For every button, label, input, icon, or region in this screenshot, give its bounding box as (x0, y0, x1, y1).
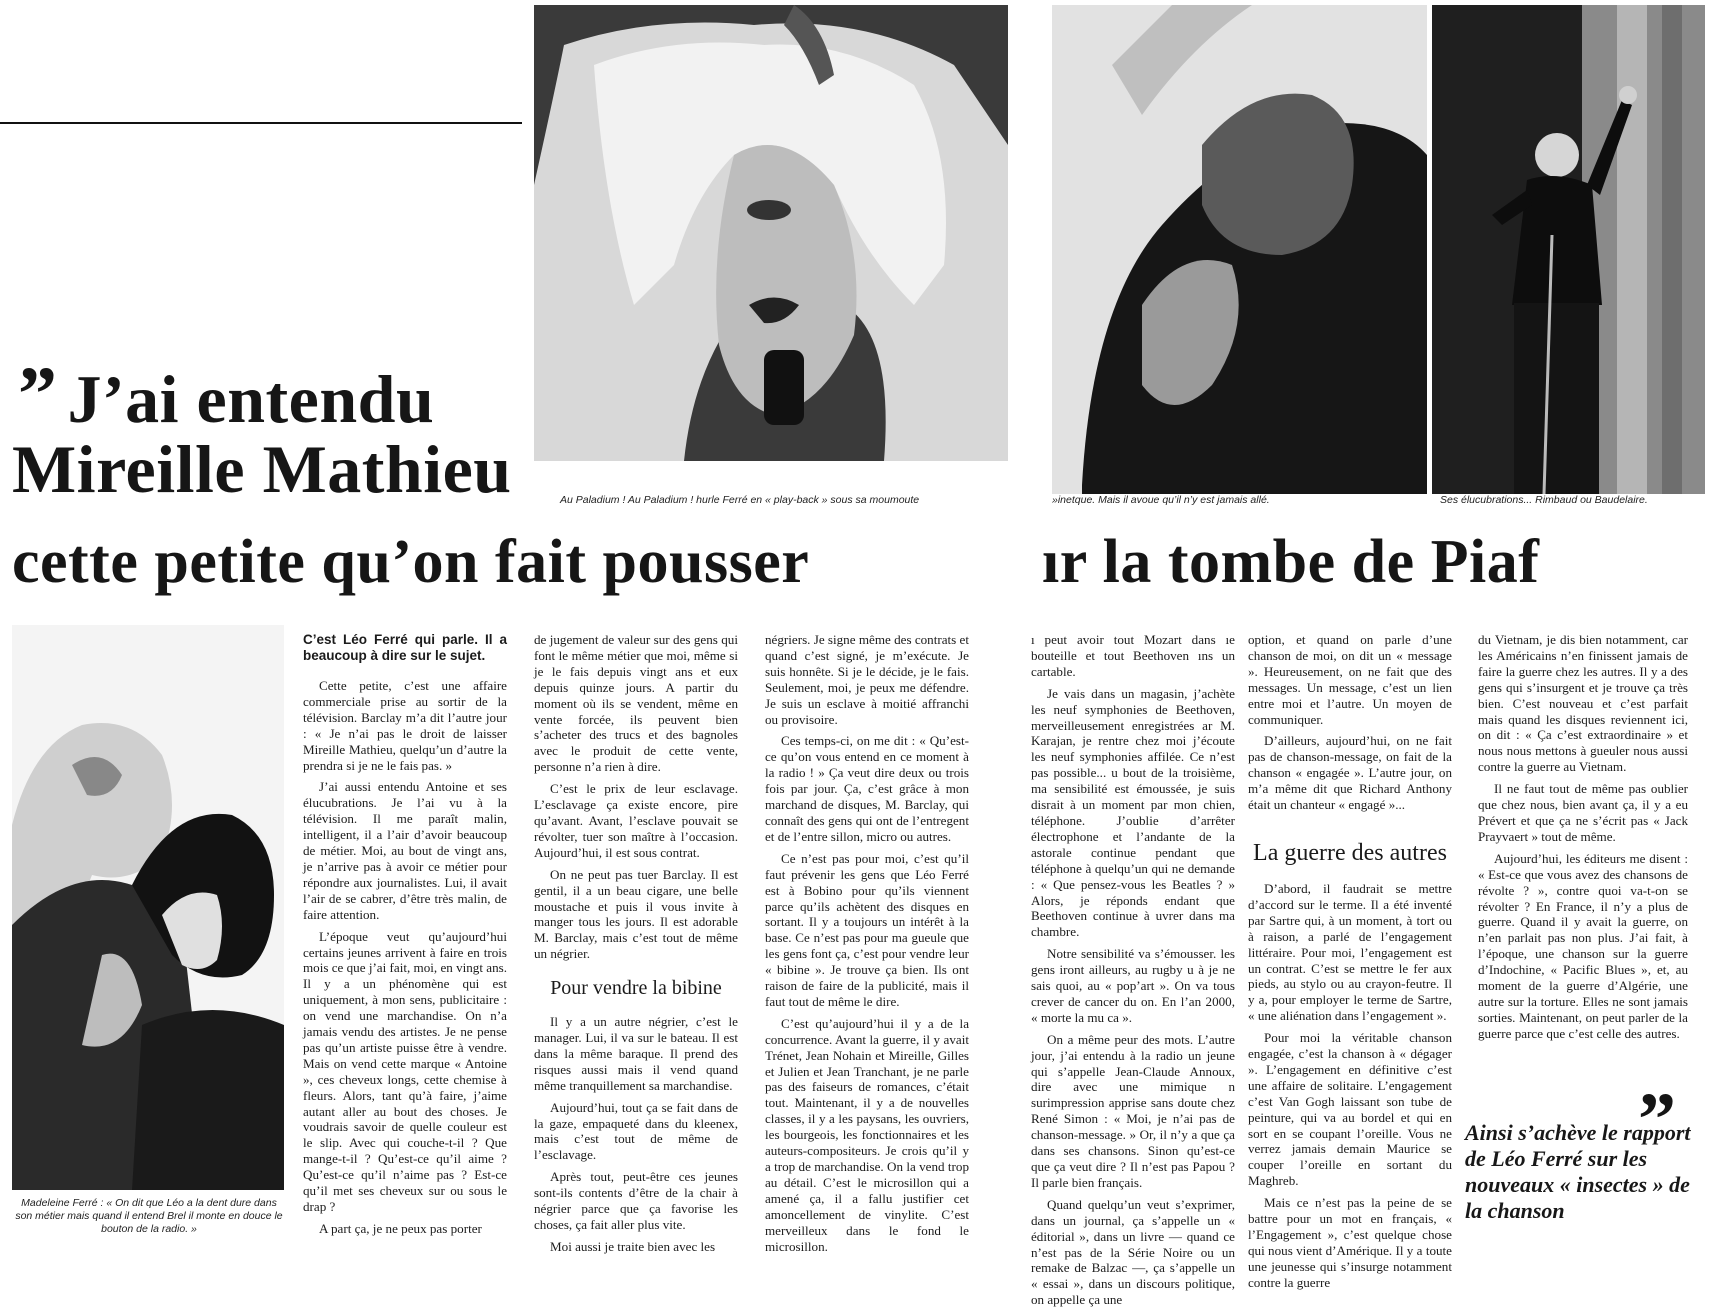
article-column-1 (303, 632, 507, 1243)
paragraph: On ne peut pas tuer Barclay. Il est gentil, il a un beau cigare, une belle moustache et puis il vous invite à manger tous les jours. Il est adorable M. Barclay, mais c’est tout de même un négrier. (534, 866, 738, 962)
paragraph: A part ça, je ne peux pas porter (319, 1220, 482, 1236)
photo-ferre-wig-drawing (534, 5, 1008, 461)
paragraph: On a même peur des mots. L’autre jour, j’ai entendu à la radio un jeune qui s’appelle Jean-Claude Annoux, dire avec une mimique n surimpression apprise sans doute chez René Simon : « Moi, je n’ai pas de chanson-message. » Or, il n’y a que ça dans ses chansons. Sinon qu’est-ce que ça veut dire ? Il n’est pas Papou ? Il parle bien français. (1031, 1031, 1235, 1190)
photo-ferre-wig (534, 5, 1008, 461)
paragraph: Après tout, peut-être ces jeunes sont-ils contents d’être de la chair à négrier parce que ça favorise les choses, ça fait aller plus vite. (534, 1169, 738, 1232)
paragraph: option, et quand on parle d’une chanson de moi, on dit un « message ». Heureusement, on ne fait que des messages. Un message, c’est un lien entre moi et l’autre. Un moyen de communiquer. (1248, 632, 1452, 727)
closing-pull-quote: Ainsi s’achève le rapport de Léo Ferré sur les nouveaux « insectes » de la chanson (1465, 1120, 1691, 1223)
caption-photo-left: Madeleine Ferré : « On dit que Léo a la dent dure dans son métier mais quand il entend Brel il monte en douce le bouton de la radio. » (15, 1197, 283, 1236)
paragraph: Je vais dans un magasin, j’achète les neuf symphonies de Beethoven, merveilleusement enregistrées ar M. Karajan, je rentre chez moi j’écoute les neuf symphonies affilée. Ce n’est pas possible... u bout de la troisième, ma sensibilité est émoussée, je suis disrait à un moment par mon chien, téléphone. J’oublie d’arrêter électrophone et l’andante de la astorale continue pendant que téléphone à quelqu’un qui ne demande : « Que pensez-vous les Beatles ? » Alors, je réponds endant que Beethoven continue à uvrer dans ma chambre. (1031, 685, 1235, 940)
photo-hand-face (1052, 5, 1427, 494)
paragraph: Cette petite, c’est une affaire commerciale prise au sortir de la télévision. Barclay m’a dit l’autre jour : « Je n’ai pas le droit de laisser Mireille Mathieu, quelqu’un d’autre la prendra si je ne le fais pas. » (303, 678, 507, 773)
article-column-4 (1031, 632, 1235, 1314)
photo-stage-singer-drawing (1432, 5, 1705, 494)
paragraph: Ces temps-ci, on me dit : « Qu’est-ce qu’on vous entend en ce moment à la radio ! » Ça veut dire deux ou trois fois par jour. Ça, c’est grâce à mon marchand de disques, M. Barclay, qui connaît des gens qui ont de l’entregent et de l’entre sillon, micro ou autres. (765, 733, 969, 844)
caption-photo-right-a: »inetque. Mais il avoue qu’il n’y est jamais allé. (1052, 494, 1270, 506)
headline-line-1 (18, 350, 435, 437)
paragraph: D’abord, il faudrait se mettre d’accord sur le terme. Il a été inventé par Sartre qui, à un moment, à tort ou à raison, a parlé de l’engagement littéraire. Pour moi, l’engagement est un contrat. C’est se mettre le fer aux pieds, au stylo ou au crayon-feutre. Il y a, pour employer le terme de Sartre, « une aliénation dans l’engagement ». (1248, 880, 1452, 1024)
headline-line-3b: ır la tombe de Piaf (1042, 528, 1540, 596)
paragraph: négriers. Je signe même des contrats et quand c’est signé, je m’exécute. Je suis honnête. Si je le décide, je le fais. Seulement, moi, je peux me défendre. Je suis un esclave à moitié affranchi ou provisoire. (765, 632, 969, 727)
article-column-2 (534, 632, 738, 1261)
paragraph: ı peut avoir tout Mozart dans ıe bouteille et tout Beethoven ıns un cartable. (1031, 632, 1235, 679)
subheading-guerre-des-autres: La guerre des autres (1253, 839, 1447, 866)
article-column-6 (1478, 632, 1688, 1048)
headline-line-3a: cette petite qu’on fait pousser (12, 528, 810, 596)
paragraph: de jugement de valeur sur des gens qui font le même métier que moi, même si je le fais depuis vingt ans et eux depuis quinze jours. A partir du moment où ils se vendent, même en vente forcée, ils peuvent bien s’acheter des trucs et des bagnoles avec le produit de cette vente, personne n’a rien à dire. (534, 632, 738, 775)
article-column-5 (1248, 632, 1452, 1297)
headline-line-2: Mireille Mathieu (12, 431, 512, 507)
paragraph: C’est qu’aujourd’hui il y a de la concurrence. Avant la guerre, il y avait Trénet, Jean Nohain et Mireille, Gilles et Julien et Jean Tranchant, je ne parle pas des faiseurs de romances, c’était tout. Maintenant, il y a de nouvelles classes, il y a les paysans, les ouvriers, les bourgeois, les fonctionnaires et les auteurs-compositeurs. Je crois qu’il y a trop de marchandise. On la vend trop au détail. C’est le microsillon qui a amené ça, il a fallu justifier cet amoncellement de vinylite. C’est merveilleux dans le fond le microsillon. (765, 1015, 969, 1254)
paragraph: C’est le prix de leur esclavage. L’esclavage ça existe encore, pire qu’avant. Avant, l’esclave pouvait se révolter, tuer son maître à l’occasion. Aujourd’hui, il est sous contrat. (534, 781, 738, 860)
headline-open-quote: ” (18, 350, 58, 437)
paragraph: J’ai aussi entendu Antoine et ses élucubrations. Je l’ai vu à la télévision. Il me paraît malin, intelligent, il a l’air d’avoir beaucoup de métier. Moi, au bout de vingt ans, je n’arrive pas à avoir ce métier pour répondre aux journalistes. Lui, il avait l’air de se cabrer, d’être très malin, de faire attention. (303, 779, 507, 922)
paragraph: du Vietnam, je dis bien notamment, car les Américains n’en finissent jamais de faire la guerre chez les autres. Il y a des gens qui s’insurgent et je trouve ça très bien. C’est nouveau et c’est parfait mais quand les disques reviennent ici, on dit : « Ça c’est extraordinaire » et nous nous mettons à gueuler nous aussi contre la guerre au Vietnam. (1478, 632, 1688, 775)
paragraph: L’époque veut qu’aujourd’hui certains jeunes arrivent à faire en trois mois ce que j’ai fait, moi, en vingt ans. Il y a un phénomène qui est uniquement, à mon sens, publicitaire : on vend une marchandise. On n’a jamais vendu des artistes. Je ne pense pas qu’un artiste puisse être à vendre. Mais on vend cette marque « Antoine », ces cheveux longs, cette chemise à fleurs. Alors, tant qu’à faire, j’aime autant aller au bout des choses. Je voudrais savoir de quelle couleur est le slip. Avec qui couche-t-il ? Que mange-t-il ? Qu’est-ce qu’il aime ? Qu’est-ce qu’il n’aime pas ? Est-ce qu’il met ses cheveux sur ou sous le drap ? (303, 928, 507, 1214)
paragraph: Notre sensibilité va s’émousser. les gens iront ailleurs, au rugby u à je ne sais quoi, au « pop’art ». On va tous crever de cancer du on. En l’an 2000, « morte la mu ca ». (1031, 946, 1235, 1025)
paragraph: Aujourd’hui, les éditeurs me disent : « Est-ce que vous avez des chansons de révolte ? », contre quoi va-t-on se révolter ? En France, il n’y a plus de guerre. Quand il y avait la guerre, on n’en parlait pas non plus. J’ai fait, à l’époque, une chanson sur la guerre d’Indochine, « Pacific Blues », et, au moment de la guerre d’Algérie, une autre sur la torture. Elles ne sont jamais sorties. Maintenant, on peut parler de la guerre parce que c’est celle des autres. (1478, 850, 1688, 1041)
paragraph: Mais ce n’est pas la peine de se battre pour un mot en français, « l’Engagement », c’est quelque chose qui nous vient d’Amérique. Il y a toute une jeunesse qui s’insurge notamment contre la guerre (1248, 1195, 1452, 1290)
article-column-3 (765, 632, 969, 1260)
photo-hand-face-drawing (1052, 5, 1427, 494)
paragraph: D’ailleurs, aujourd’hui, on ne fait pas de chanson-message, on fait de la chanson « engagée ». L’autre jour, on m’a même dit que Richard Anthony était un chanteur « engagé »... (1248, 733, 1452, 813)
paragraph: Pour moi la véritable chanson engagée, c’est la chanson à « dégager ». L’engagement en définitive c’est une affaire de solitaire. L’engagement c’est Van Gogh laissant son tube de peinture, qui va au bordel et qui en sort en se coupant l’oreille. Vous ne verrez jamais demain Maurice se couper l’oreille en sortant du Maghreb. (1248, 1030, 1452, 1189)
photo-stage-singer (1432, 5, 1705, 494)
top-rule (0, 122, 522, 124)
caption-photo-right-b: Ses élucubrations... Rimbaud ou Baudelaire. (1440, 494, 1648, 506)
paragraph: Aujourd’hui, tout ça se fait dans de la gaze, empaqueté dans du kleenex, mais c’est tout de même de l’esclavage. (534, 1099, 738, 1163)
subheading-pour-vendre: Pour vendre la bibine (550, 977, 722, 1000)
headline-text-1: J’ai entendu (67, 361, 435, 437)
article-intro: C’est Léo Ferré qui parle. Il a beaucoup à dire sur le sujet. (303, 632, 507, 663)
paragraph: Il y a un autre négrier, c’est le manager. Lui, il va sur le bateau. Il est dans la même baraque. Il prend des risques aussi mais il vend quand même tranquillement sa marchandise. (534, 1014, 738, 1093)
paragraph: Moi aussi je traite bien avec les (550, 1238, 716, 1254)
photo-madeleine-ferre-drawing (12, 625, 284, 1190)
paragraph: Ce n’est pas pour moi, c’est qu’il faut prévenir les gens que Léo Ferré est à Bobino pour qu’ils viennent parce qu’ils achètent des disques en sortant. Il y a toujours un intérêt à la base. Ce n’est pas pour ma gueule que les gens font ça, c’est pour vendre leur « bibine ». Je trouve ça bien. Ils ont raison de faire de la publicité, mais il faut tout de même le dire. (765, 850, 969, 1009)
paragraph: Quand quelqu’un veut s’exprimer, dans un journal, ça s’appelle un « éditorial », dans un livre — quand ce n’est pas de la Série Noire ou un remake de Balzac —, ça s’appelle un « essai », dans un discours politique, on appelle ça une (1031, 1196, 1235, 1308)
photo-madeleine-ferre (12, 625, 284, 1190)
closing-quote-mark: ” (1638, 1078, 1676, 1162)
paragraph: Il ne faut tout de même pas oublier que chez nous, bien avant ça, il y a eu Prévert et que ça ne s’écrit pas « Jack Prayvaert » tout de même. (1478, 781, 1688, 844)
caption-photo-center: Au Paladium ! Au Paladium ! hurle Ferré en « play-back » sous sa moumoute (560, 494, 920, 506)
